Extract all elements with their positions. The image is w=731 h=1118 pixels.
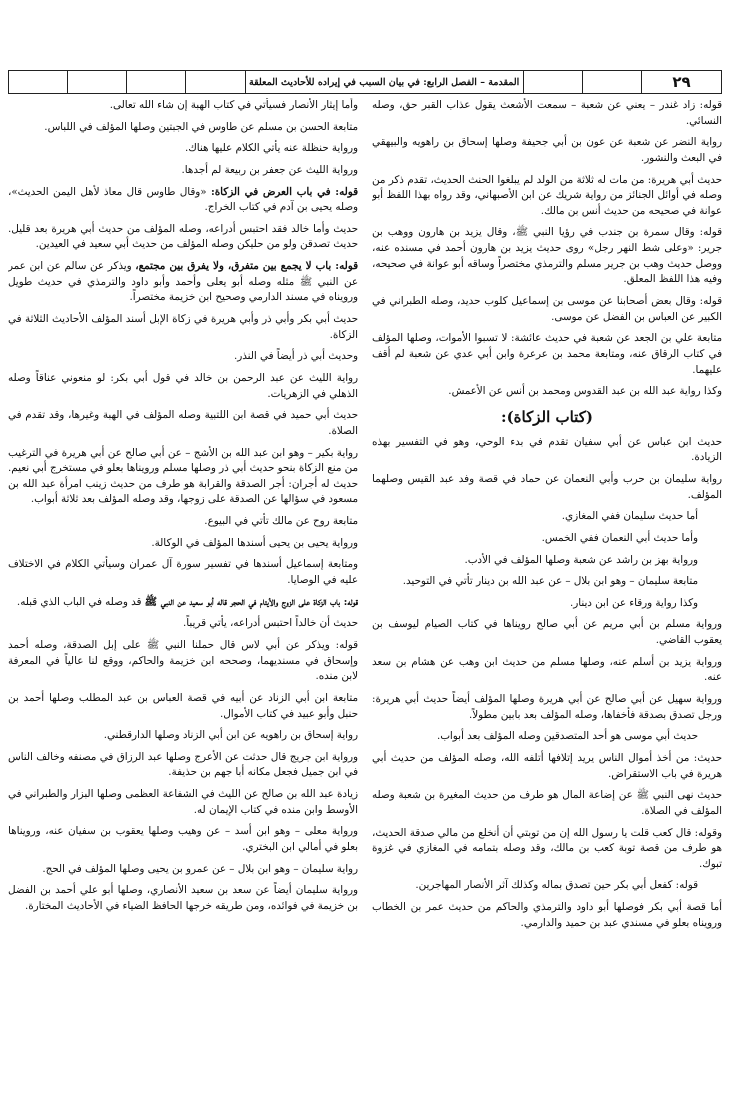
header-cell — [67, 71, 126, 93]
paragraph: ورواية حنظلة عنه يأتي الكلام عليها هناك. — [184, 142, 358, 155]
paragraph: حديث أبي هريرة: من مات له ثلاثة من الولد لم يبلغوا الحنث الحديث، تقدم ذكر من وصله في أوائل الجنائز من رواية شريك عن ابن الأصبهاني، وقد رواه بهذا اللفظ أبو عوانة في صحيحه من حديث أنس بن مالك. — [372, 173, 722, 217]
paragraph: حديث نهى النبي ﷺ عن إضاعة المال هو طرف من حديث المغيرة بن شعبة وصله المؤلف في الصلاة. — [372, 789, 722, 817]
paragraph-lead: قوله: باب الزكاة على الزوج والأيتام في الحجر قاله أبو سعيد عن النبي ﷺ — [144, 595, 358, 608]
paragraph: حديث أبي بكر وأبي ذر وأبي هريرة في زكاة الإبل أسند المؤلف الأحاديث الثلاثة في الزكاة. — [8, 313, 358, 341]
paragraph: ورواية سليمان أيضاً عن سعد بن سعيد الأنصاري، وصلها أبو علي أحمد بن الفضل بن خزيمة في فوائده، ومن طريقه خرجها الحافظ الضياء في الأحاديث المختارة. — [8, 884, 358, 912]
header-cell — [9, 71, 67, 93]
paragraph: قوله: زاد غندر – يعني عن شعبة – سمعت الأشعث يقول عذاب القبر حق، وصله النسائي. — [372, 99, 722, 127]
paragraph: رواية النضر عن شعبة عن عون بن أبي جحيفة وصلها إسحاق بن راهويه والبيهقي في البعث والنشور. — [372, 136, 722, 164]
paragraph: حديث أبي موسى هو أحد المتصدقين وصله المؤلف بعد أبواب. — [436, 730, 698, 743]
running-header — [8, 70, 722, 94]
paragraph: ورواية يزيد بن أسلم عنه، وصلها مسلم من حديث ابن وهب عن هشام بن سعد عنه. — [372, 655, 722, 684]
paragraph-lead: قوله: باب لا يجمع بين متفرق، ولا يفرق بين مجتمع، — [135, 260, 358, 273]
paragraph: رواية سليمان – وهو ابن بلال – عن عمرو بن يحيى وصلها المؤلف في الحج. — [42, 862, 358, 875]
paragraph: قوله: كفعل أبي بكر حين تصدق بماله وكذلك آثر الأنصار المهاجرين. — [415, 879, 698, 892]
paragraph: قوله: ويذكر عن أبي لاس قال حملنا النبي ﷺ على إبل الصدقة، وصله أحمد وإسحاق في مسنديهما، وصححه ابن خزيمة والحاكم، ووقع لنا عالياً في المعرفة لابن منده. — [8, 638, 358, 683]
paragraph-text: «وقال طاوس قال معاذ لأهل اليمن الحديث»، وصله يحيى بن آدم في كتاب الخراج. — [8, 185, 358, 214]
paragraph — [8, 185, 358, 216]
paragraph: ورواية سهيل عن أبي صالح عن أبي هريرة وصلها المؤلف أيضاً حديث أبي هريرة: ورجل تصدق بصدقة فأخفاها، وصله المؤلف بعد بابين مطولاً. — [372, 693, 722, 721]
paragraph: رواية الليث عن عبد الرحمن بن خالد في قول أبي بكر: لو منعوني عناقاً وصله الذهلي في الزهريات. — [8, 371, 358, 400]
paragraph: متابعة سليمان – وهو ابن بلال – عن عبد الله بن دينار تأتي في التوحيد. — [402, 575, 698, 588]
paragraph: رواية إسحاق بن راهويه عن ابن أبي الزناد وصلها الدارقطني. — [103, 729, 358, 742]
page-number: ٢٩ — [641, 71, 721, 93]
paragraph: حديث أبي حميد في قصة ابن اللتبية وصله المؤلف في الهبة وغيرها، وقد تقدم في الصلاة. — [8, 409, 358, 437]
paragraph: أما حديث سليمان ففي المغازي. — [561, 510, 698, 523]
paragraph: ورواية بهز بن راشد عن شعبة وصلها المؤلف في الأدب. — [464, 553, 698, 566]
paragraph: وقوله: قال كعب قلت يا رسول الله إن من توبتي أن أنخلع من مالي صدقة الحديث، هو طرف من قصة توبة كعب بن مالك، وقد وصله بتمامه في المغازي في غزوة تبوك. — [372, 826, 722, 870]
paragraph: متابعة علي بن الجعد عن شعبة في حديث عائشة: لا تسبوا الأموات، وصلها المؤلف في كتاب الرقاق عنه، ومتابعة محمد بن عرعرة وابن أبي عدي عن شعبة لم أقف عليهما. — [372, 332, 722, 376]
right-column — [372, 98, 722, 1110]
paragraph: حديث: من أخذ أموال الناس يريد إتلافها أتلفه الله، وصله المؤلف من حديث أبي هريرة في باب الاستقراض. — [372, 751, 722, 780]
paragraph: رواية بكير – وهو ابن عبد الله بن الأشج – عن أبي صالح عن أبي هريرة في الترغيب من منع الزكاة بنحو حديث أبي ذر وصلها مسلم ورويناها بعلو في مستخرج أبي نعيم. حديث له أجران: أجر الصدقة والقرابة هو طرف من حديث زينب امرأة عبد الله بن مسعود في سؤالها عن الصدقة على زوجها، وقد وصله المؤلف بعد ثلاثة أبواب. — [8, 446, 358, 506]
header-cell — [582, 71, 641, 93]
paragraph: ورواية معلى – وهو ابن أسد – عن وهيب وصلها يعقوب بن سفيان عنه، ورويناها بعلو في أمالي ابن البختري. — [8, 825, 358, 853]
paragraph: ورواية ابن جريج قال حدثت عن الأعرج وصلها عبد الرزاق في مصنفه وخالف الناس في ابن جميل فجعل مكانه أبا جهم بن حذيفة. — [8, 750, 358, 779]
paragraph-text: قد وصله في الباب الذي قبله. — [16, 595, 145, 608]
paragraph: ورواية مسلم بن أبي مريم عن أبي صالح رويناها في كتاب الصيام ليوسف بن يعقوب القاضي. — [372, 618, 722, 647]
header-cell — [523, 71, 582, 93]
header-cell — [185, 71, 244, 93]
paragraph: رواية سليمان بن حرب وأبي النعمان عن حماد في قصة وفد عبد القيس وصلهما المؤلف. — [372, 472, 722, 501]
paragraph: قوله: وقال سمرة بن جندب في رؤيا النبي ﷺ، وقال يزيد بن هارون ووهب بن جرير: «وعلى شط النهر رجل» روى حديث يزيد بن هارون أحمد في مسنده عنه، ووصل حديث وهب بن جرير مسلم والترمذي مختصراً وساقه أبو عوانة في صحيحه، وفيه هذا اللفظ المعلق. — [372, 226, 722, 286]
paragraph: وحديث أبي ذر أيضاً في النذر. — [233, 350, 358, 363]
paragraph — [8, 259, 358, 306]
paragraph: وكذا رواية ورقاء عن ابن دينار. — [569, 596, 698, 609]
paragraph: وأما إيثار الأنصار فسيأتي في كتاب الهبة إن شاء الله تعالى. — [109, 99, 358, 111]
paragraph — [8, 595, 358, 611]
paragraph: حديث ابن عباس عن أبي سفيان تقدم في بدء الوحي، وهو في التفسير بهذه الزيادة. — [372, 435, 722, 464]
paragraph: متابعة الحسن بن مسلم عن طاوس في الجبتين وصلها المؤلف في اللباس. — [44, 120, 358, 133]
paragraph: حديث أن خالداً احتبس أدراعه، يأتي قريباً. — [183, 617, 358, 630]
running-title: المقدمة – الفصل الرابع: في بيان السبب في إيراده للأحاديث المعلقة — [245, 71, 523, 93]
paragraph: وكذا رواية عبد الله بن عبد القدوس ومحمد بن أنس عن الأعمش. — [448, 385, 722, 398]
paragraph: متابعة روح عن مالك تأتي في البيوع. — [204, 515, 358, 528]
body-columns — [8, 98, 722, 1110]
paragraph: وأما حديث أبي النعمان ففي الخمس. — [541, 531, 698, 544]
paragraph: ومتابعة إسماعيل أسندها في تفسير سورة آل عمران وسيأتي الكلام في الاختلاف عليه في الوصايا. — [8, 558, 358, 587]
paragraph: ورواية الليث عن جعفر بن ربيعة لم أجدها. — [181, 163, 358, 176]
paragraph: ورواية يحيى بن يحيى أسندها المؤلف في الوكالة. — [151, 536, 358, 549]
paragraph: زيادة عبد الله بن صالح عن الليث في الشفاعة العظمى وصلها البزار والطبراني في الأوسط وابن منده في كتاب الإيمان له. — [8, 788, 358, 816]
paragraph: حديث وأما خالد فقد احتبس أدراعه، وصله المؤلف من حديث أبي هريرة بعد قليل. حديث تصدقن ولو من حليكن وصله المؤلف من حديث أبي سعيد في العيدين. — [8, 222, 358, 251]
paragraph: أما قصة أبي بكر فوصلها أبو داود والترمذي والحاكم من حديث عمر بن الخطاب ورويناه بعلو في مسندي عبد بن حميد والدارمي. — [372, 901, 722, 929]
left-column — [8, 98, 358, 1110]
paragraph: قوله: وقال بعض أصحابنا عن موسى بن إسماعيل كلوب حديد، وصله الطبراني في الكبير عن العباس بن الفضل عن موسى. — [372, 295, 722, 323]
paragraph-text: ويذكر عن سالم عن ابن عمر عن النبي ﷺ مثله وصله أبو يعلى وأحمد وأبو داود والترمذي في حديث طويل ورويناه في مسند الدارمي وصحيح ابن خزيمة مختصراً. — [8, 260, 358, 304]
section-heading: (كتاب الزكاة): — [501, 407, 593, 426]
paragraph-lead: قوله: في باب العرض في الزكاة: — [210, 185, 358, 198]
paragraph: متابعة ابن أبي الزناد عن أبيه في قصة العباس بن عبد المطلب وصلها أحمد بن حنبل وأبو عبيد في كتاب الأموال. — [8, 691, 358, 720]
header-cell — [126, 71, 185, 93]
